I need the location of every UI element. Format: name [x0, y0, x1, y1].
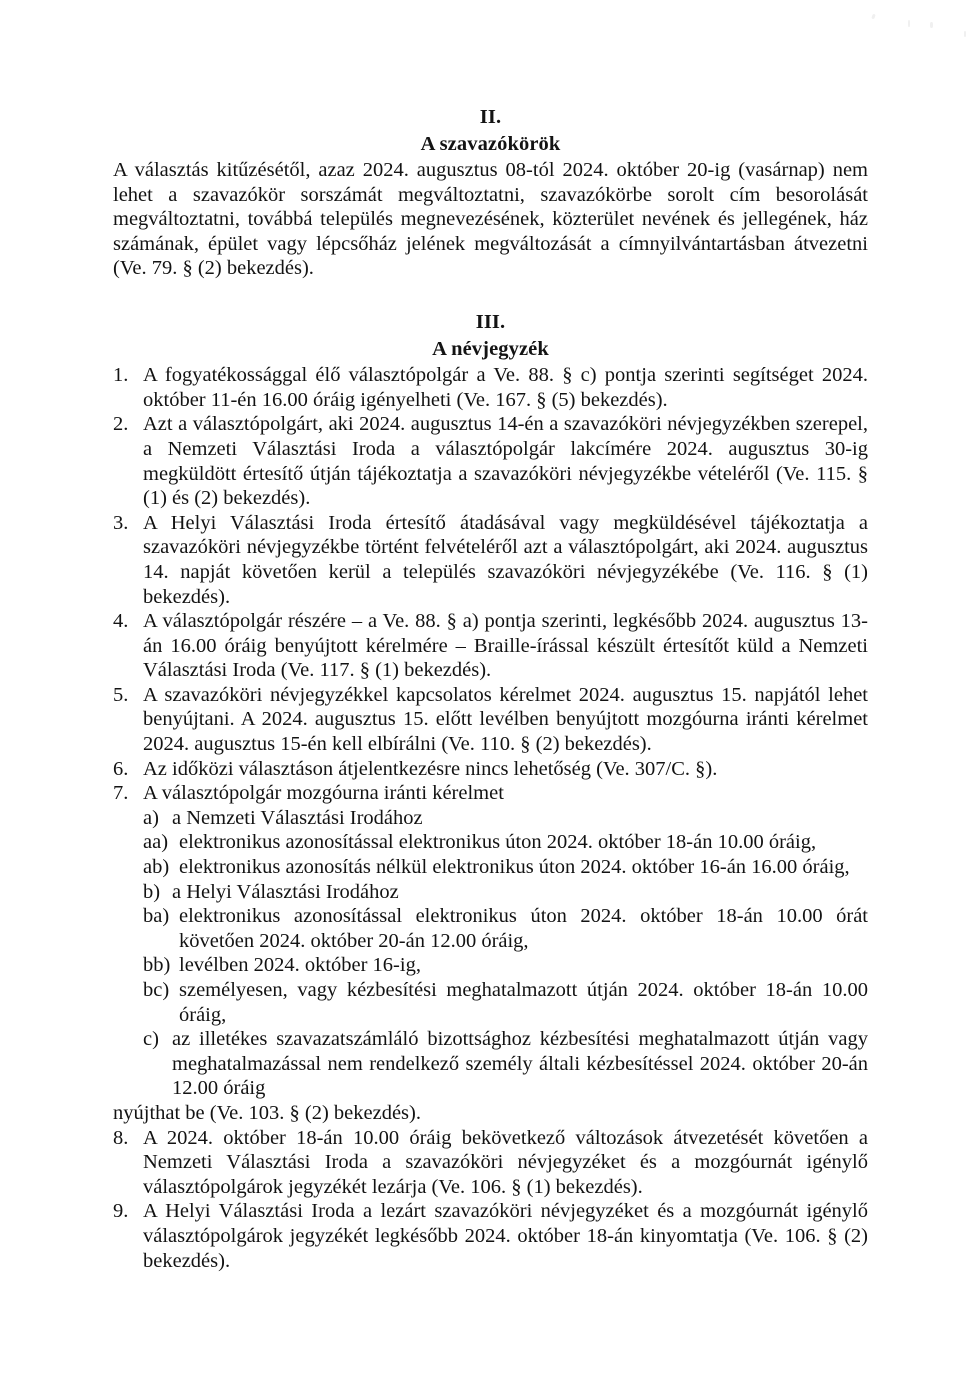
sublist-item-text: a Nemzeti Választási Irodához [172, 806, 423, 829]
list-item-marker: 1. [113, 364, 129, 387]
numbered-list-second-group [113, 683, 868, 1273]
sublist-item-text: elektronikus azonosítással elektronikus úton 2024. október 18-án 10.00 óráig, [179, 831, 817, 854]
sublist-item-c [143, 1027, 868, 1101]
sublist-item-marker: ba) [143, 905, 170, 928]
list-item [113, 683, 868, 757]
section-two-title: A szavazókörök [420, 133, 561, 156]
list-item-marker: 3. [113, 511, 129, 534]
sublist-item-marker: aa) [143, 831, 169, 854]
list-item-marker: 7. [113, 782, 129, 805]
list-item-marker: 5. [113, 683, 129, 706]
sublist-item-marker: bc) [143, 979, 170, 1001]
list-item-seven-lead: A választópolgár mozgóurna iránti kérelmet [143, 782, 504, 805]
list-item-seven-tail: nyújthat be (Ve. 103. § (2) bekezdés). [113, 1101, 421, 1124]
list-item-marker: 8. [113, 1126, 129, 1149]
list-item-text: A fogyatékossággal élő választópolgár a Ve. 88. § c) pontja szerinti segítséget 2024. október 11-én 16.00 óráig igényelheti (Ve. 167. § (5) bekezdés). [143, 364, 868, 411]
sublist-item-text: levélben 2024. október 16-ig, [179, 954, 421, 977]
sublist-item-bb [143, 953, 868, 978]
sublist-item-text: az illetékes szavazatszámláló bizottsághoz kézbesítési meghatalmazott útján vagy meghatalmazással nem rendelkező személy általi kézbesítéssel 2024. október 20-án 12.00 óráig [172, 1028, 868, 1100]
sublist-item-marker: c) [143, 1028, 159, 1051]
section-three-heading [113, 281, 868, 363]
list-item [113, 1199, 868, 1273]
list-item-marker: 4. [113, 610, 129, 633]
list-item [113, 757, 868, 782]
sublist-item-ab [143, 855, 868, 880]
sublist-level-ba [143, 904, 868, 1027]
sublist-item-marker: bb) [143, 954, 171, 977]
list-item-text: A Helyi Választási Iroda értesítő átadásával vagy megküldésével tájékoztatja a szavazóköri névjegyzékbe történt felvételéről azt a választópolgárt, aki 2024. augusztus 14. napját követően kerül a település szavazóköri névjegyzékébe (Ve. 116. § (1) bekezdés). [143, 511, 868, 608]
list-item [113, 363, 868, 412]
sublist-item-marker: a) [143, 806, 159, 829]
list-item-text: A 2024. október 18-án 10.00 óráig bekövetkező változások átvezetését követően a Nemzeti Választási Iroda a szavazóköri névjegyzéket és a mozgóurnát igénylő választópolgárok jegyzékét lezárja (Ve. 106. § (1) bekezdés). [143, 1126, 868, 1198]
document-content [113, 0, 868, 1273]
section-three-numeral: III. [475, 311, 506, 334]
sublist-item-text: személyesen, vagy kézbesítési meghatalmazott útján 2024. október 18-án 10.00 óráig, [179, 979, 868, 1026]
sublist-item-marker: ab) [143, 856, 170, 879]
sublist-item-ba [143, 904, 868, 953]
sublist-item-b [143, 880, 868, 905]
sublist-item-a [143, 806, 868, 831]
list-item-marker: 9. [113, 1200, 129, 1223]
section-two-heading [113, 0, 868, 158]
list-item-text: A szavazóköri névjegyzékkel kapcsolatos kérelmet 2024. augusztus 15. napjától lehet benyújtani. A 2024. augusztus 15. előtt levélben benyújtott mozgóurna iránti kérelmet 2024. augusztus 15-én kell elbírálni (Ve. 110. § (2) bekezdés). [143, 683, 868, 756]
section-two-numeral: II. [479, 106, 502, 128]
section-two-paragraph: A választás kitűzésétől, azaz 2024. augusztus 08-tól 2024. október 20-ig (vasárnap) nem lehet a szavazókör sorszámát megváltoztatni, szavazókörbe sorolt cím besorolását megváltoztatni, továbbá település megnevezésének, közterület nevének és jellegének, ház számának, épület vagy lépcsőház jelének megváltozását a címnyilvántartásban átvezetni (Ve. 79. § (2) bekezdés). [113, 159, 868, 280]
scan-artifact-speck [964, 31, 966, 37]
sublist-item-bc [143, 978, 868, 1027]
list-item-seven [113, 781, 868, 1125]
scan-artifact-speck [871, 14, 876, 20]
list-item-text: Az időközi választáson átjelentkezésre nincs lehetőség (Ve. 307/C. §). [143, 757, 718, 780]
list-item-text: Azt a választópolgárt, aki 2024. augusztus 14-én a szavazóköri névjegyzékben szerepel, a Nemzeti Választási Iroda a választópolgár lakcímére 2024. augusztus 30-ig megküldött értesítő útján tájékoztatja a szavazóköri névjegyzékbe vételéről (Ve. 115. § (1) és (2) bekezdés). [143, 413, 868, 510]
list-item [113, 511, 868, 609]
sublist-item-text: elektronikus azonosítás nélkül elektronikus úton 2024. október 16-án 16.00 óráig, [179, 856, 850, 879]
sublist-item-text: a Helyi Választási Irodához [172, 880, 399, 903]
list-item-text: A választópolgár részére – a Ve. 88. § a) pontja szerinti, legkésőbb 2024. augusztus 13-án 16.00 óráig benyújtott kérelmére – Braille-írással készült értesítőt küld a Nemzeti Választási Iroda (Ve. 117. § (1) bekezdés). [143, 610, 868, 682]
list-item-marker: 2. [113, 413, 129, 436]
list-item-text: A Helyi Választási Iroda a lezárt szavazóköri névjegyzéket és a mozgóurnát igénylő választópolgárok jegyzékét legkésőbb 2024. október 18-án kinyomtatja (Ve. 106. § (2) bekezdés). [143, 1200, 868, 1272]
sublist-item-aa [143, 830, 868, 855]
scan-artifact-speck [908, 20, 910, 27]
sublist-item-text: elektronikus azonosítással elektronikus úton 2024. október 18-án 10.00 órát követően 2024. október 20-án 12.00 óráig, [179, 905, 868, 952]
list-item-marker: 6. [113, 757, 129, 780]
sublist-item-marker: b) [143, 880, 161, 903]
scan-artifact-speck [930, 22, 933, 28]
sublist-level-a [143, 806, 868, 1101]
section-three-title: A névjegyzék [432, 338, 549, 361]
numbered-list-first-group [113, 363, 868, 683]
list-item [113, 412, 868, 510]
sublist-level-aa [143, 830, 868, 879]
list-item [113, 609, 868, 683]
list-item [113, 1126, 868, 1200]
